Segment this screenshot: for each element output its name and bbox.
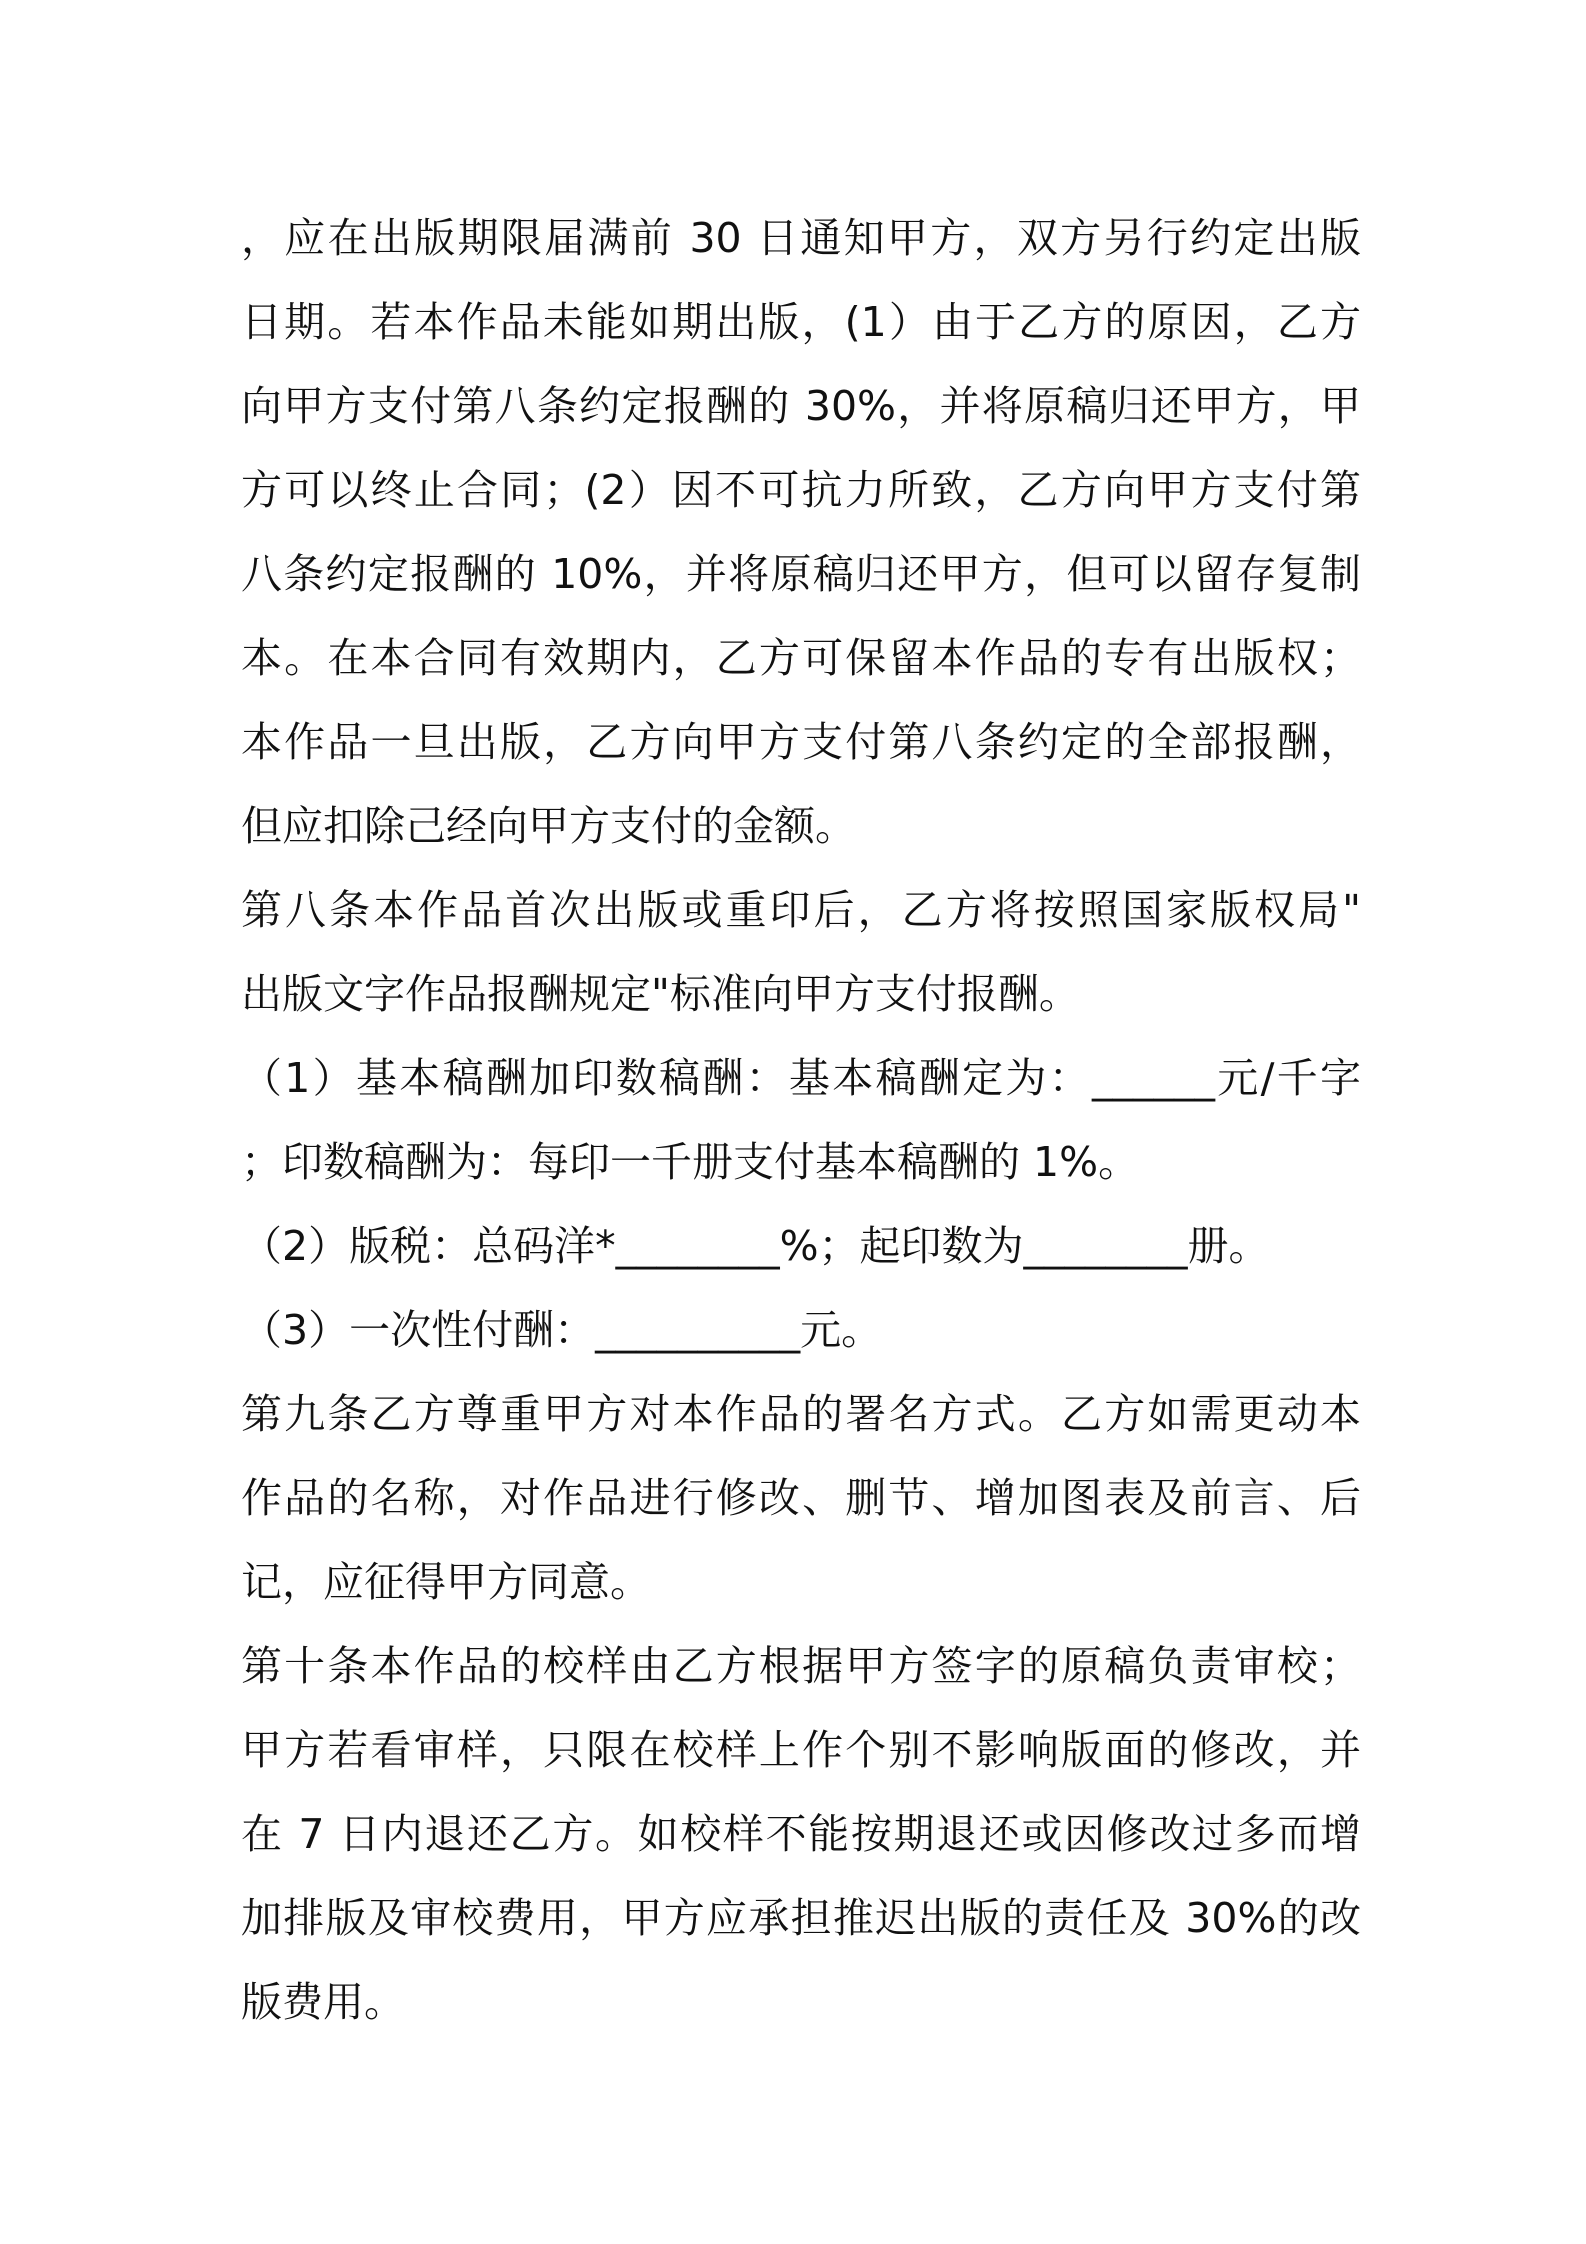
- text-line: 但应扣除己经向甲方支付的金额。: [241, 802, 856, 850]
- text-line: 甲方若看审样，只限在校样上作个别不影响版面的修改，并: [241, 1726, 1361, 1774]
- text-line: 记，应征得甲方同意。: [241, 1558, 651, 1606]
- text-line: （2）版税：总码洋*________%；起印数为________册。: [241, 1222, 1270, 1270]
- text-line: 出版文字作品报酬规定"标准向甲方支付报酬。: [241, 970, 1080, 1018]
- text-line: 作品的名称，对作品进行修改、删节、增加图表及前言、后: [241, 1474, 1361, 1522]
- text-line: （3）一次性付酬：__________元。: [241, 1306, 883, 1354]
- text-line: 版费用。: [241, 1978, 405, 2026]
- text-line: 第八条本作品首次出版或重印后，乙方将按照国家版权局": [241, 886, 1361, 934]
- text-line: 在 7 日内退还乙方。如校样不能按期退还或因修改过多而增: [241, 1810, 1361, 1858]
- text-line: 八条约定报酬的 10%，并将原稿归还甲方，但可以留存复制: [241, 550, 1361, 598]
- text-line: 向甲方支付第八条约定报酬的 30%，并将原稿归还甲方，甲: [241, 382, 1361, 430]
- text-line: ，应在出版期限届满前 30 日通知甲方，双方另行约定出版: [241, 214, 1361, 262]
- text-line: 方可以终止合同；(2）因不可抗力所致，乙方向甲方支付第: [241, 466, 1361, 514]
- document-body: [241, 196, 1361, 2044]
- text-line: 第九条乙方尊重甲方对本作品的署名方式。乙方如需更动本: [241, 1390, 1361, 1438]
- text-line: （1）基本稿酬加印数稿酬：基本稿酬定为：______元/千字: [241, 1054, 1361, 1102]
- text-line: ；印数稿酬为：每印一千册支付基本稿酬的 1%。: [241, 1138, 1140, 1186]
- text-line: 本。在本合同有效期内，乙方可保留本作品的专有出版权；: [241, 634, 1361, 682]
- text-line: 第十条本作品的校样由乙方根据甲方签字的原稿负责审校；: [241, 1642, 1361, 1690]
- text-line: 本作品一旦出版，乙方向甲方支付第八条约定的全部报酬，: [241, 718, 1361, 766]
- text-line: 加排版及审校费用，甲方应承担推迟出版的责任及 30%的改: [241, 1894, 1361, 1942]
- text-line: 日期。若本作品未能如期出版，(1）由于乙方的原因，乙方: [241, 298, 1361, 346]
